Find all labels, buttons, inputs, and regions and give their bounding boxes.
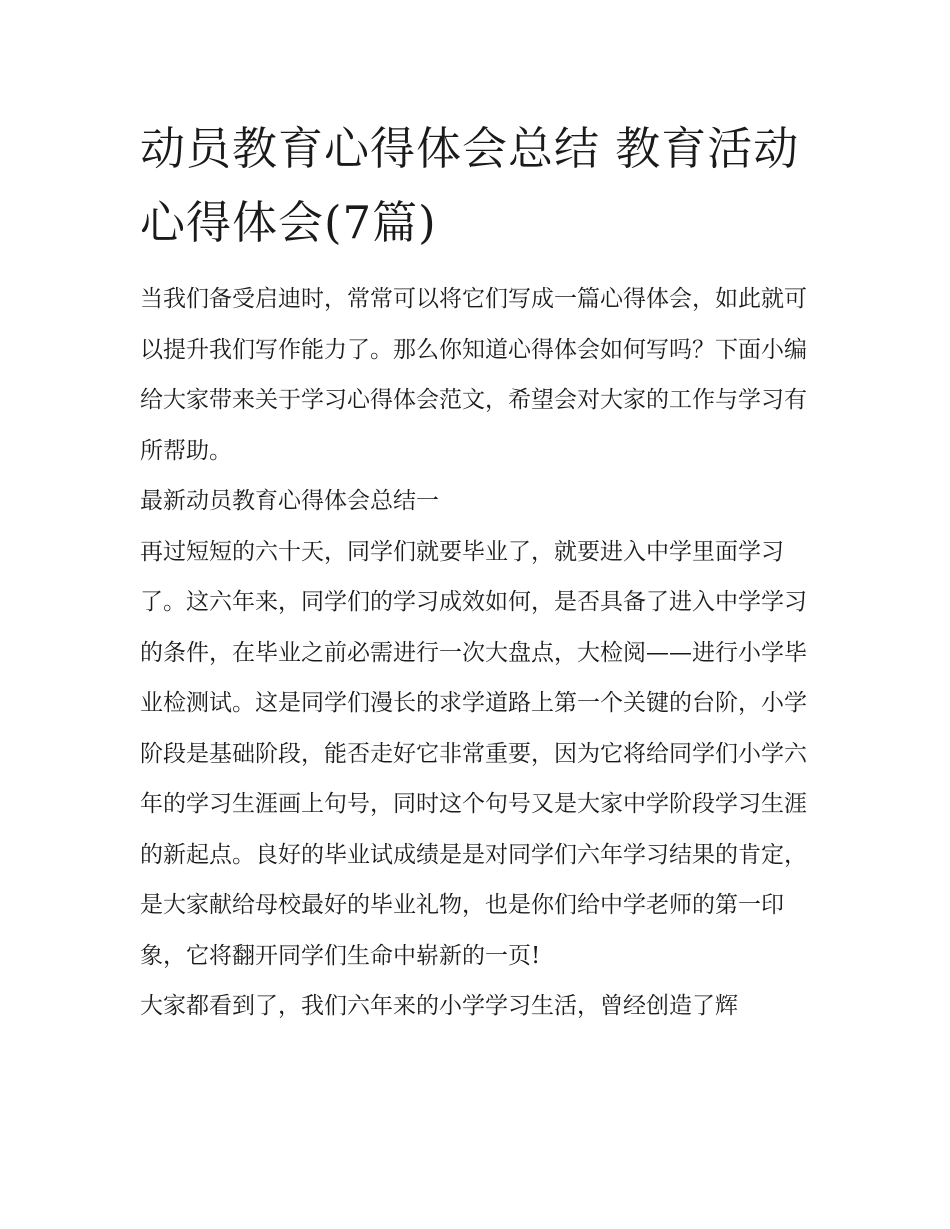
intro-paragraph: 当我们备受启迪时，常常可以将它们写成一篇心得体会，如此就可以提升我们写作能力了。那么你知道心得体会如何写吗？下面小编给大家带来关于学习心得体会范文，希望会对大家的工作与学习有所帮助。 (140, 286, 807, 464)
body-paragraph: 大家都看到了，我们六年来的小学学习生活，曾经创造了辉 (140, 993, 738, 1019)
document-title: 动员教育心得体会总结 教育活动心得体会(7篇) (140, 122, 800, 249)
section-heading: 最新动员教育心得体会总结一 (140, 488, 439, 514)
document-body (140, 112, 815, 1032)
body-paragraph: 再过短短的六十天，同学们就要毕业了，就要进入中学里面学习了。这六年来，同学们的学习成效如何，是否具备了进入中学学习的条件，在毕业之前必需进行一次大盘点，大检阅——进行小学毕业检测试。这是同学们漫长的求学道路上第一个关键的台阶，小学阶段是基础阶段，能否走好它非常重要，因为它将给同学们小学六年的学习生涯画上句号，同时这个句号又是大家中学阶段学习生涯的新起点。良好的毕业试成绩是是对同学们六年学习结果的肯定，是大家献给母校最好的毕业礼物，也是你们给中学老师的第一印象，它将翻开同学们生命中崭新的一页! (140, 538, 807, 969)
